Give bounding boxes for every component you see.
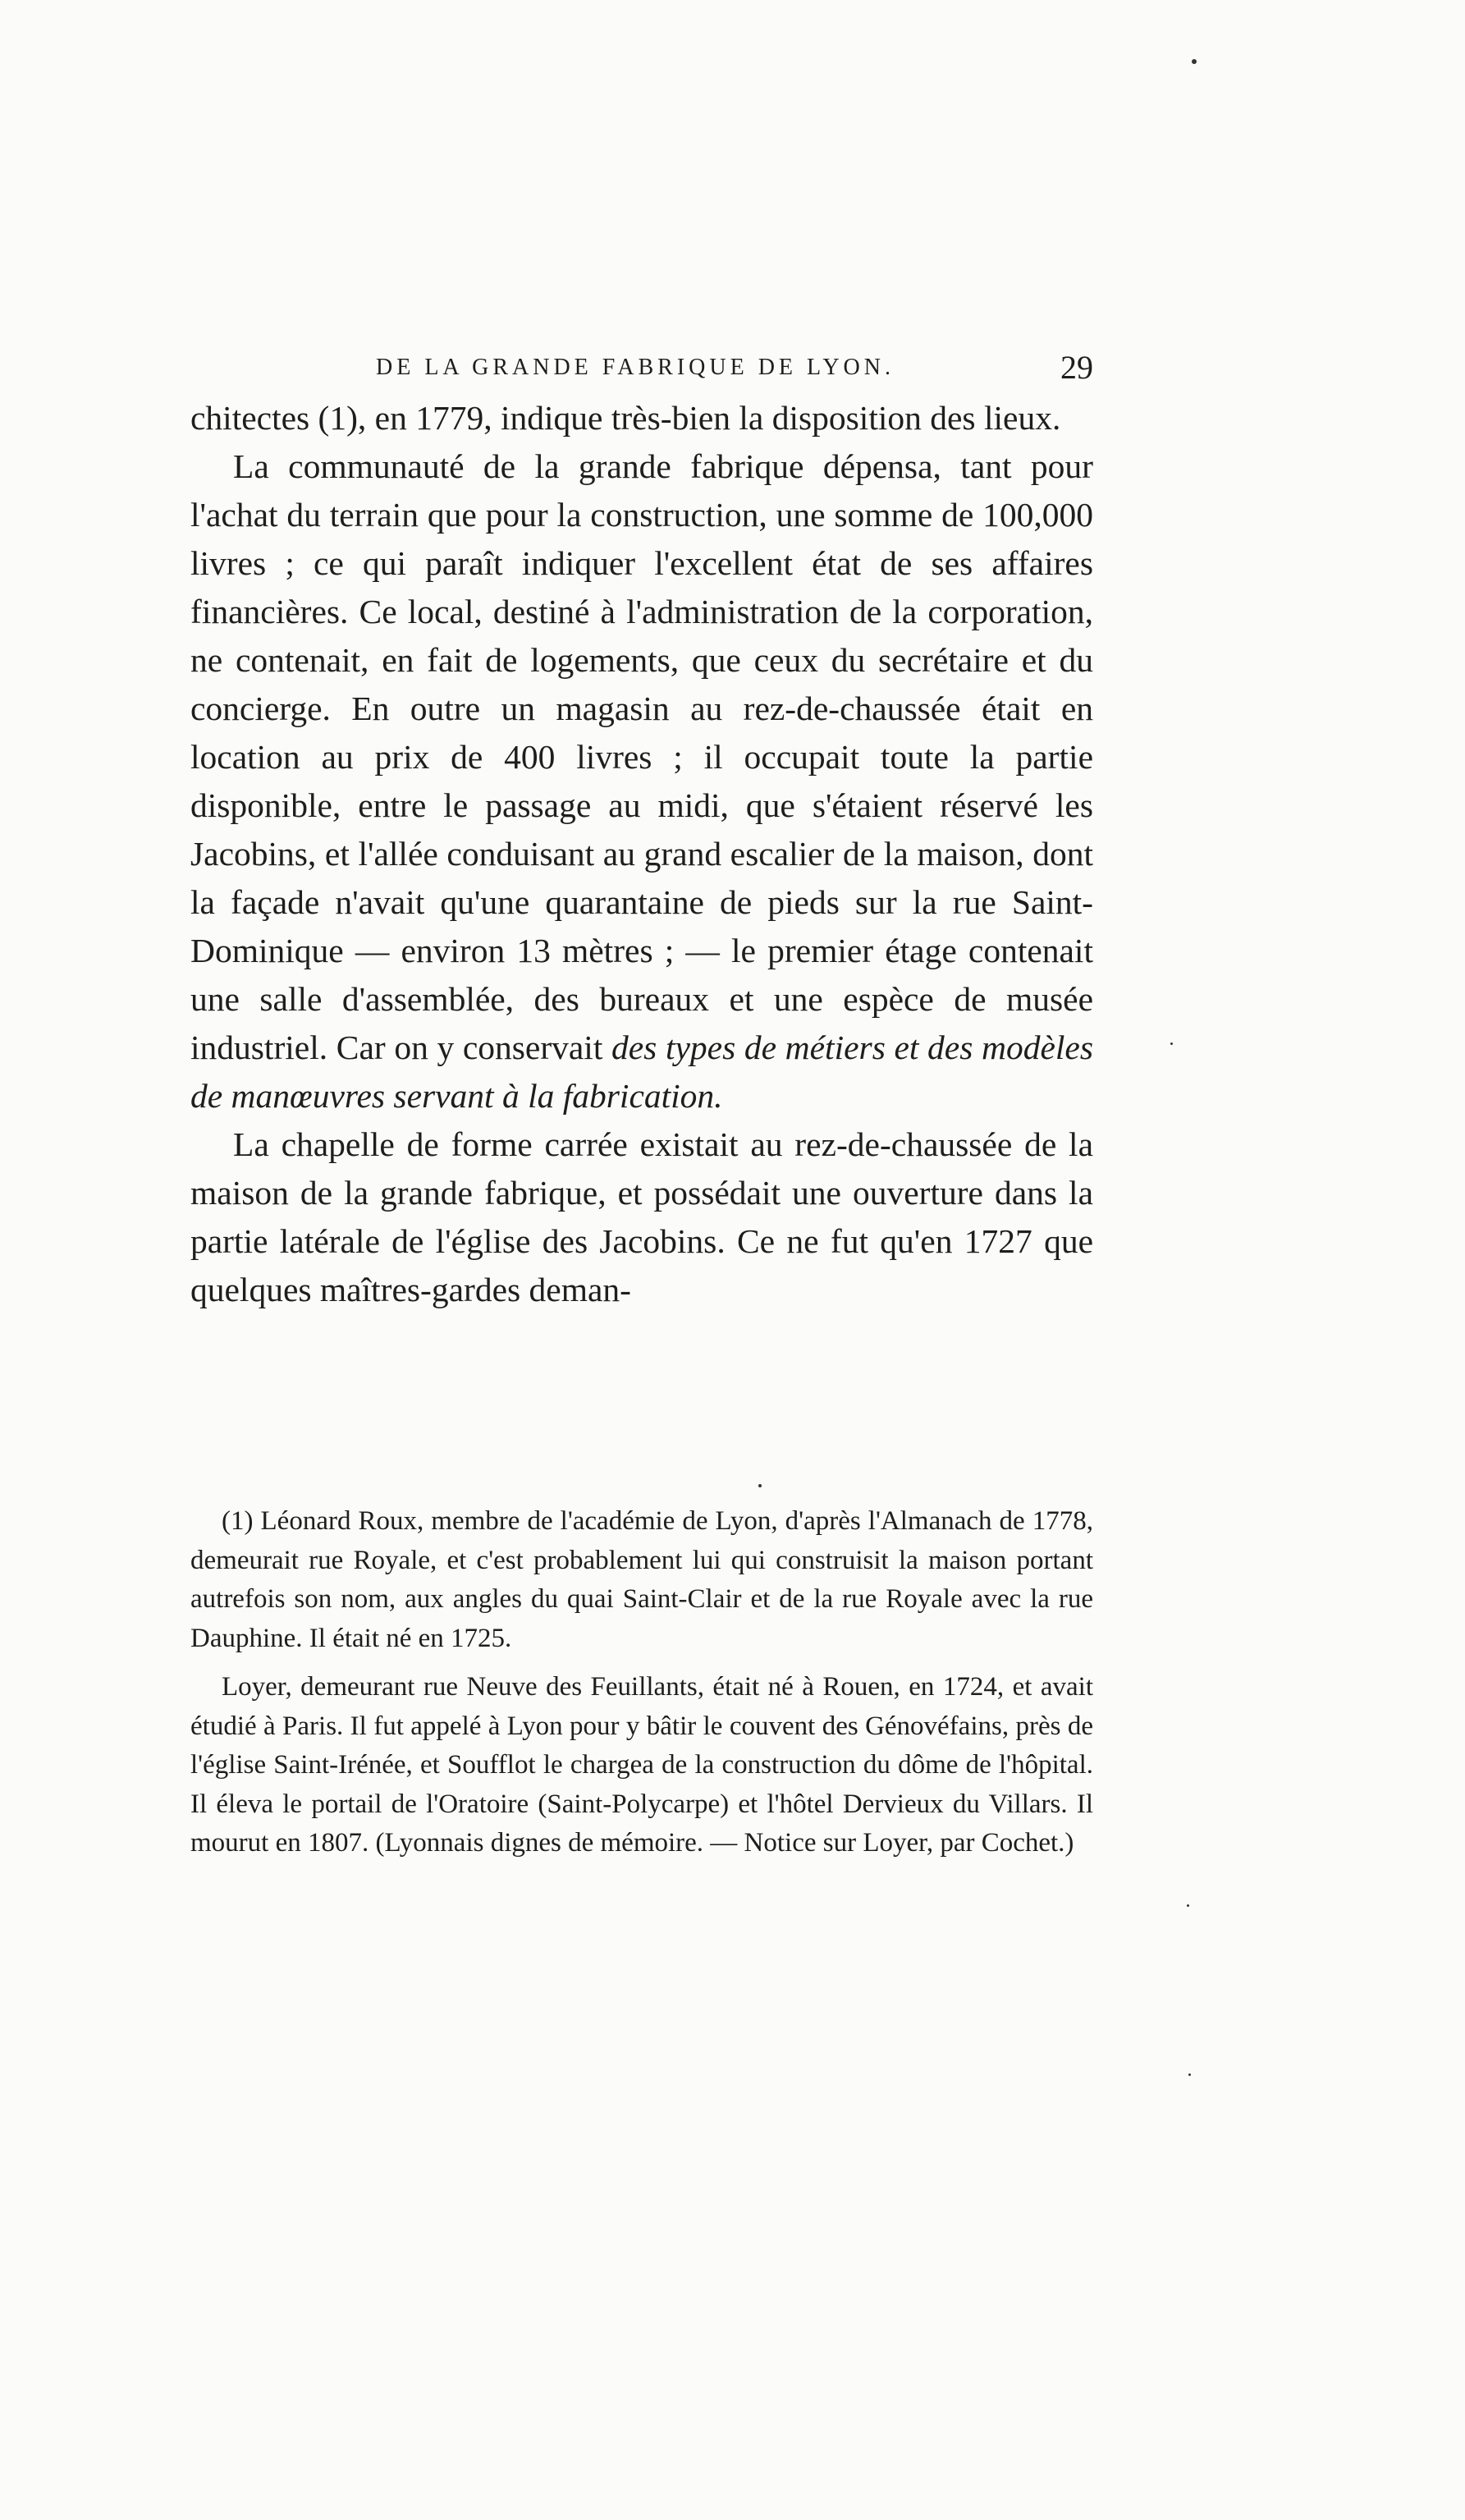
- print-speck: [1187, 1904, 1189, 1907]
- print-speck: [758, 1484, 762, 1487]
- footnote-2: Loyer, demeurant rue Neuve des Feuillants, était né à Rouen, en 1724, et avait étudié à Paris. Il fut appelé à Lyon pour y bâtir le couvent des Génovéfains, près de l'église Saint-Irénée, et Soufflot le chargea de la construction du dôme de l'hôpital. Il éleva le portail de l'Oratoire (Saint-Polycarpe) et l'hôtel Dervieux du Villars. Il mourut en 1807. (Lyonnais dignes de mémoire. — Notice sur Loyer, par Cochet.): [190, 1672, 1093, 1858]
- print-speck: [1170, 1042, 1173, 1045]
- page-header: [190, 345, 1093, 394]
- paragraph-2-italic: des types de métiers et des modèles de manœuvres servant à la fabrication.: [190, 1029, 1093, 1115]
- running-head: DE LA GRANDE FABRIQUE DE LYON.: [376, 355, 895, 380]
- paragraph-1: chitectes (1), en 1779, indique très-bien la disposition des lieux.: [190, 399, 1061, 437]
- page-number: 29: [1060, 349, 1093, 386]
- print-speck: [1192, 59, 1197, 64]
- footnote-1: (1) Léonard Roux, membre de l'académie de Lyon, d'après l'Almanach de 1778, demeurait rue Royale, et c'est probablement lui qui construisit la maison portant autrefois son nom, aux angles du quai Saint-Clair et de la rue Royale avec la rue Dauphine. Il était né en 1725.: [190, 1506, 1093, 1653]
- print-speck: [1188, 2073, 1191, 2076]
- main-text: [190, 394, 1093, 1314]
- paragraph-3: La chapelle de forme carrée existait au rez-de-chaussée de la maison de la grande fabrique, et possédait une ouverture dans la partie latérale de l'église des Jacobins. Ce ne fut qu'en 1727 que quelques maîtres-gardes deman-: [190, 1125, 1093, 1308]
- paragraph-2: [190, 442, 1093, 1120]
- footnotes: [190, 1502, 1093, 1873]
- paragraph-2-text: La communauté de la grande fabrique dépensa, tant pour l'achat du terrain que pour la construction, une somme de 100,000 livres ; ce qui paraît indiquer l'excellent état de ses affaires financières. Ce local, destiné à l'administration de la corporation, ne contenait, en fait de logements, que ceux du secrétaire et du concierge. En outre un magasin au rez-de-chaussée était en location au prix de 400 livres ; il occupait toute la partie disponible, entre le passage au midi, que s'étaient réservé les Jacobins, et l'allée conduisant au grand escalier de la maison, dont la façade n'avait qu'une quarantaine de pieds sur la rue Saint-Dominique — environ 13 mètres ; — le premier étage contenait une salle d'assemblée, des bureaux et une espèce de musée industriel. Car on y conservait: [190, 447, 1093, 1066]
